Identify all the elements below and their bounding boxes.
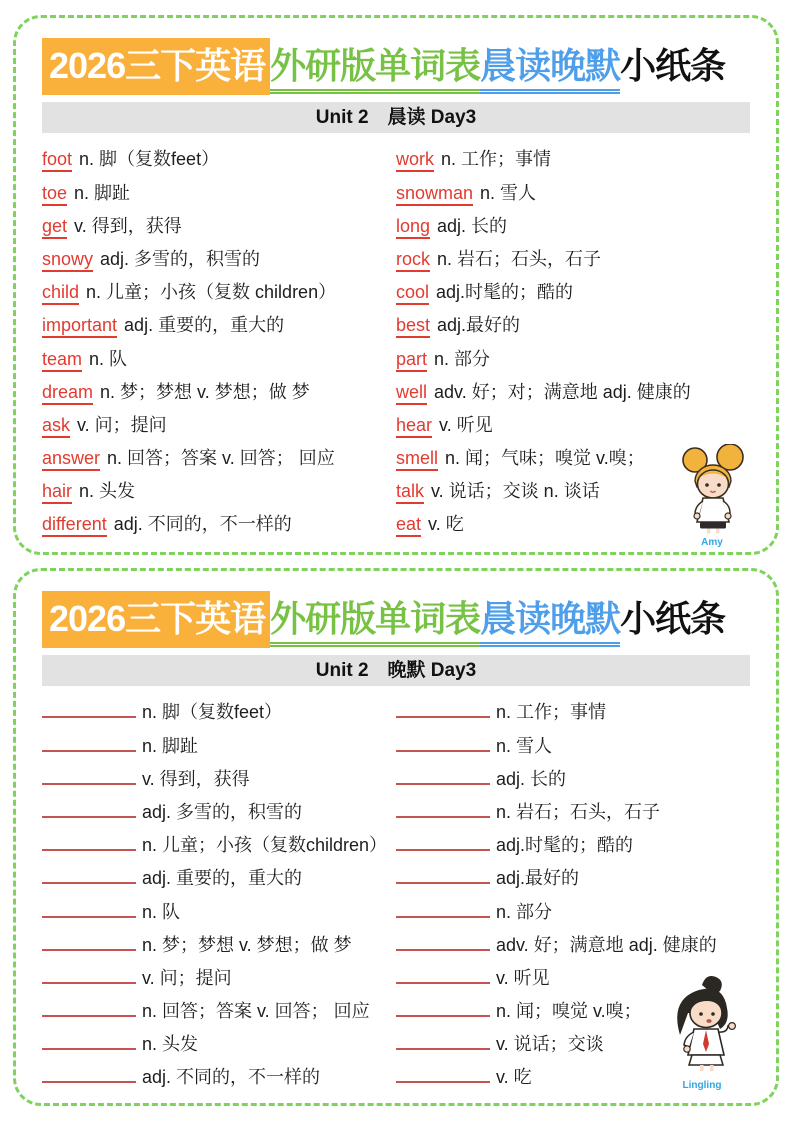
answer-blank: [396, 701, 490, 718]
definition-text: v. 说话；交谈: [496, 1034, 604, 1055]
english-word: eat: [396, 514, 421, 537]
definition-text: adj. 多雪的，积雪的: [142, 801, 303, 822]
definition-text: n. 梦；梦想 v. 梦想；做 梦: [142, 934, 352, 955]
definition-text: n. 头发: [142, 1034, 199, 1055]
word-entry: [42, 696, 396, 729]
english-word: smell: [396, 448, 438, 471]
evening-dictation-card: [13, 568, 779, 1106]
english-word: get: [42, 216, 67, 239]
definition-text: n. 脚趾: [74, 182, 131, 203]
english-word: team: [42, 349, 82, 372]
english-word: snowman: [396, 183, 473, 206]
word-entry: [396, 763, 750, 796]
word-entry: [42, 896, 396, 929]
definition-text: n. 队: [142, 901, 181, 922]
word-entry: [42, 143, 396, 176]
definition-text: n. 岩石；石头，石子: [496, 801, 661, 822]
definition-text: n. 部分: [434, 348, 491, 369]
word-entry: [396, 376, 750, 409]
english-word: different: [42, 514, 107, 537]
english-word: best: [396, 315, 430, 338]
definition-text: n. 部分: [496, 901, 553, 922]
definition-text: n. 工作；事情: [441, 149, 552, 170]
definition-text: v. 吃: [496, 1067, 532, 1088]
answer-blank: [396, 1000, 490, 1017]
word-entry: [396, 409, 750, 442]
definition-text: n. 闻；嗅觉 v.嗅；: [496, 1001, 642, 1022]
answer-blank: [42, 1000, 136, 1017]
word-entry: [396, 796, 750, 829]
word-entry: [42, 376, 396, 409]
lingling-mascot: [656, 973, 748, 1091]
word-entry: [42, 177, 396, 210]
title-read-recite: 晨读晚默: [480, 45, 620, 94]
definition-text: n. 队: [89, 348, 128, 369]
answer-blank: [396, 834, 490, 851]
answer-blank: [42, 834, 136, 851]
definition-text: adj.时髦的；酷的: [496, 835, 634, 856]
definition-text: n. 岩石；石头，石子: [437, 248, 602, 269]
answer-blank: [396, 934, 490, 951]
english-word: talk: [396, 481, 424, 504]
english-word: part: [396, 349, 427, 372]
definition-text: adj.最好的: [496, 868, 580, 889]
definition-text: v. 问；提问: [77, 414, 167, 435]
title-textbook-edition: 外研版单词表: [270, 45, 480, 94]
word-entry: [42, 409, 396, 442]
definition-text: adj. 长的: [496, 768, 567, 789]
definition-text: n. 头发: [79, 481, 136, 502]
definition-text: adj. 重要的，重大的: [142, 868, 303, 889]
word-entry: [42, 343, 396, 376]
answer-blank: [396, 867, 490, 884]
girl-lingling-icon: [658, 973, 746, 1077]
answer-blank: [42, 734, 136, 751]
word-entry: [396, 343, 750, 376]
definition-text: n. 回答；答案 v. 回答； 回应: [142, 1001, 370, 1022]
english-word: hair: [42, 481, 72, 504]
answer-blank: [42, 801, 136, 818]
word-entry: [42, 243, 396, 276]
answer-blank: [42, 1066, 136, 1083]
definition-text: n. 儿童；小孩（复数 children）: [86, 282, 337, 303]
definition-text: v. 说话；交谈 n. 谈话: [431, 481, 600, 502]
answer-blank: [42, 701, 136, 718]
answer-blank: [42, 934, 136, 951]
word-entry: [42, 796, 396, 829]
definition-text: v. 听见: [496, 967, 550, 988]
unit-header-label: Unit 2 晚默 Day3: [315, 660, 477, 682]
word-entry: [396, 696, 750, 729]
word-entry: [396, 896, 750, 929]
answer-blank: [396, 734, 490, 751]
word-entry: [396, 309, 750, 342]
girl-amy-icon: [676, 444, 748, 534]
word-entry: [42, 1061, 396, 1094]
definition-text: adv. 好；满意地 adj. 健康的: [496, 934, 717, 955]
definition-text: v. 得到，获得: [142, 768, 250, 789]
unit-header-evening: [42, 655, 750, 686]
word-entry: [42, 1028, 396, 1061]
title-suffix: 小纸条: [620, 45, 726, 86]
word-entry: [42, 995, 396, 1028]
definition-text: v. 得到，获得: [74, 215, 182, 236]
english-word: cool: [396, 282, 429, 305]
answer-blank: [42, 867, 136, 884]
english-word: well: [396, 382, 427, 405]
definition-text: n. 雪人: [480, 182, 537, 203]
definition-text: adv. 好；对；满意地 adj. 健康的: [434, 381, 691, 402]
definition-text: adj. 长的: [437, 215, 508, 236]
english-word: rock: [396, 249, 430, 272]
word-list-evening: [42, 696, 750, 1094]
definition-text: n. 雪人: [496, 735, 553, 756]
english-word: foot: [42, 149, 72, 172]
word-list-morning: [42, 143, 750, 541]
definition-text: adj.时髦的；酷的: [436, 282, 574, 303]
definition-text: v. 问；提问: [142, 967, 232, 988]
lingling-name-label: Lingling: [682, 1080, 722, 1091]
english-word: answer: [42, 448, 100, 471]
answer-blank: [42, 900, 136, 917]
definition-text: n. 回答；答案 v. 回答； 回应: [107, 448, 335, 469]
word-entry: [396, 143, 750, 176]
word-entry: [42, 210, 396, 243]
word-entry: [42, 442, 396, 475]
english-word: toe: [42, 183, 67, 206]
word-entry: [42, 309, 396, 342]
word-entry: [396, 829, 750, 862]
title-year-grade: 2026三下英语: [42, 38, 270, 95]
definition-text: adj. 不同的，不一样的: [142, 1067, 321, 1088]
answer-blank: [396, 1033, 490, 1050]
unit-header-label: Unit 2 晨读 Day3: [315, 107, 477, 129]
definition-text: n. 闻；气味；嗅觉 v.嗅；: [445, 448, 645, 469]
answer-blank: [396, 967, 490, 984]
definition-text: v. 吃: [428, 514, 464, 535]
definition-text: n. 儿童；小孩（复数children）: [142, 835, 388, 856]
sheet-title-2: [42, 591, 750, 648]
answer-blank: [396, 1066, 490, 1083]
word-entry: [396, 929, 750, 962]
definition-text: adj. 重要的，重大的: [124, 315, 285, 336]
word-column-left: [42, 696, 396, 1094]
morning-reading-card: [13, 15, 779, 555]
title-textbook-edition: 外研版单词表: [270, 598, 480, 647]
definition-text: adj. 多雪的，积雪的: [100, 248, 261, 269]
amy-mascot: [674, 444, 750, 548]
title-suffix: 小纸条: [620, 598, 726, 639]
definition-text: n. 脚（复数feet）: [79, 149, 220, 170]
english-word: important: [42, 315, 117, 338]
word-entry: [42, 276, 396, 309]
answer-blank: [396, 768, 490, 785]
amy-name-label: Amy: [701, 537, 723, 548]
word-entry: [396, 243, 750, 276]
definition-text: n. 工作；事情: [496, 702, 607, 723]
word-entry: [396, 177, 750, 210]
answer-blank: [396, 801, 490, 818]
word-entry: [396, 862, 750, 895]
word-entry: [396, 276, 750, 309]
sheet-title: [42, 38, 750, 95]
answer-blank: [42, 768, 136, 785]
word-entry: [42, 730, 396, 763]
definition-text: adj.最好的: [437, 315, 521, 336]
word-entry: [42, 862, 396, 895]
word-entry: [396, 730, 750, 763]
definition-text: adj. 不同的，不一样的: [113, 514, 292, 535]
word-entry: [396, 210, 750, 243]
english-word: ask: [42, 415, 70, 438]
english-word: dream: [42, 382, 93, 405]
english-word: long: [396, 216, 430, 239]
word-entry: [42, 829, 396, 862]
english-word: hear: [396, 415, 432, 438]
definition-text: v. 听见: [439, 414, 493, 435]
definition-text: n. 脚趾: [142, 735, 199, 756]
word-entry: [42, 475, 396, 508]
answer-blank: [42, 1033, 136, 1050]
title-year-grade: 2026三下英语: [42, 591, 270, 648]
english-word: snowy: [42, 249, 93, 272]
word-entry: [42, 763, 396, 796]
title-read-recite: 晨读晚默: [480, 598, 620, 647]
word-entry: [42, 929, 396, 962]
definition-text: n. 脚（复数feet）: [142, 702, 283, 723]
answer-blank: [42, 967, 136, 984]
answer-blank: [396, 900, 490, 917]
word-entry: [42, 962, 396, 995]
definition-text: n. 梦；梦想 v. 梦想；做 梦: [100, 381, 310, 402]
word-entry: [42, 508, 396, 541]
word-column-left: [42, 143, 396, 541]
english-word: child: [42, 282, 79, 305]
unit-header-morning: [42, 102, 750, 133]
english-word: work: [396, 149, 434, 172]
